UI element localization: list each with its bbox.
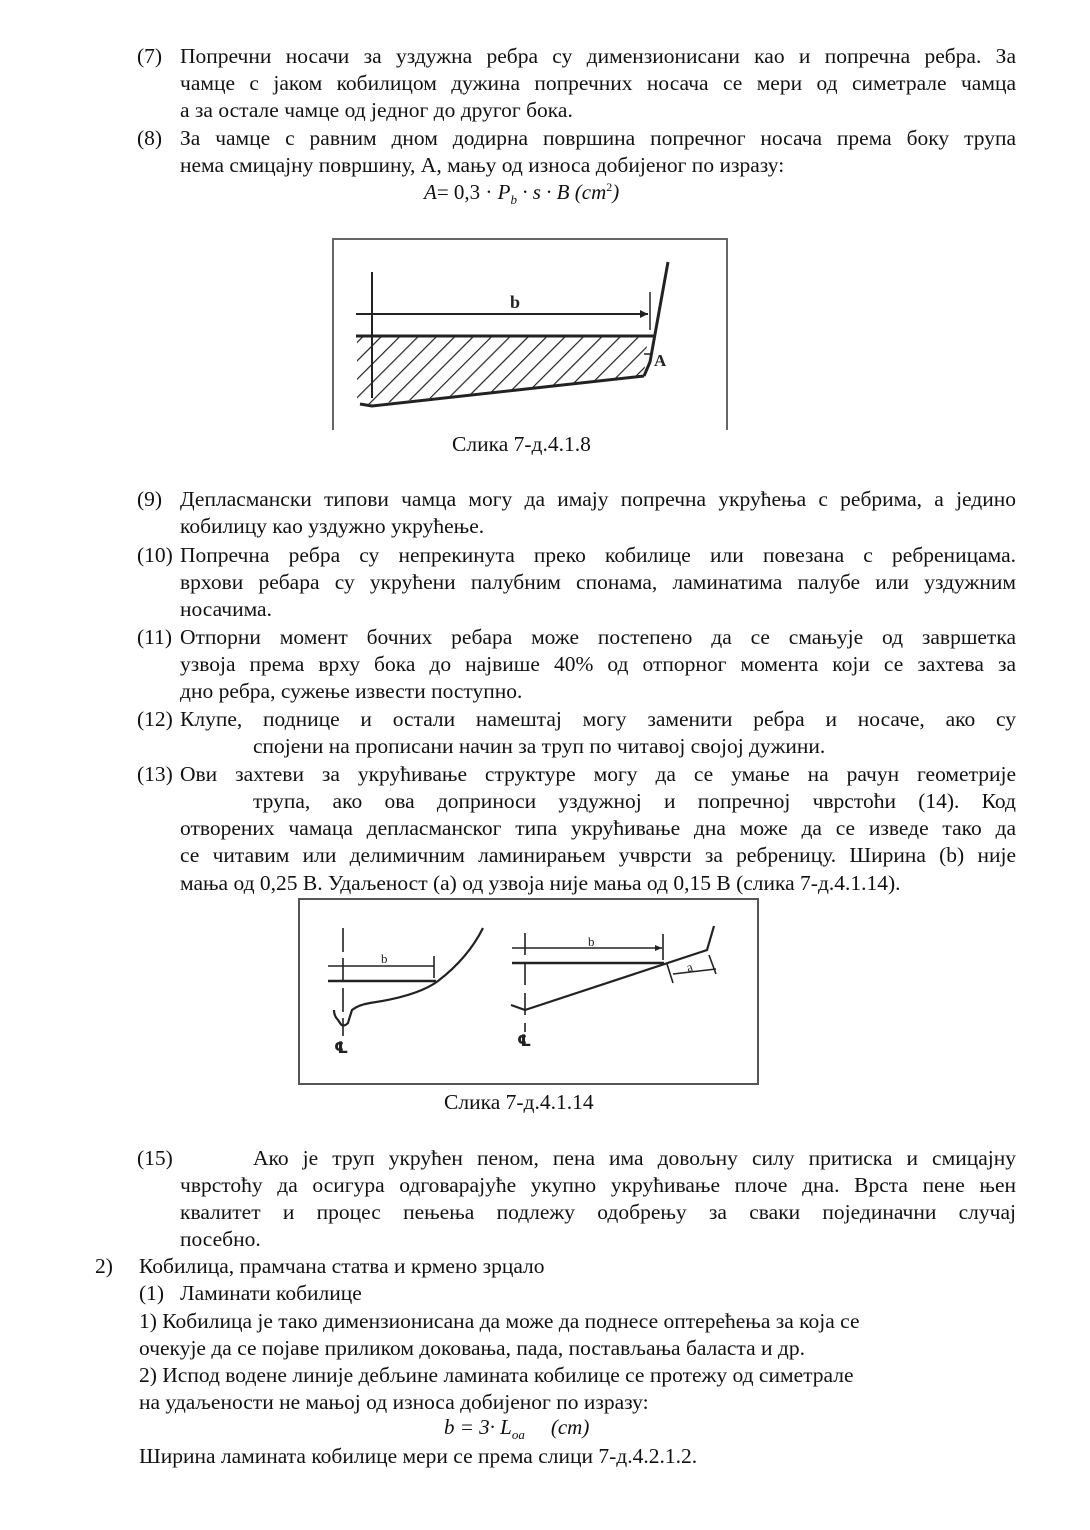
centerline-symbol-right: ℄ xyxy=(517,1031,532,1050)
item-11-line-2: узвоја према врху бока до највише 40% од отпорног момента који се захтева за xyxy=(180,652,1016,676)
item-10-line-2: врхови ребара су укрућени палубним спонама, ламинатима палубе или уздужним xyxy=(180,570,1016,594)
item-number-15: (15) xyxy=(137,1146,173,1170)
item-15-line-3: квалитет и процес пењења подлежу одобрењу за сваки појединачни случај xyxy=(180,1200,1016,1224)
item-11-line-3: дно ребра, сужење извести поступно. xyxy=(180,679,523,703)
item-12-line-1: Клупе, поднице и остали намештај могу заменити ребра и носаче, ако су xyxy=(180,707,1016,731)
figure-7-d-4-1-14 xyxy=(298,898,759,1085)
item-number-7: (7) xyxy=(137,44,163,68)
item-9-line-2: кобилицу као уздужно укрућење. xyxy=(180,514,485,538)
item-number-13: (13) xyxy=(137,762,173,786)
item-12-line-2: спојени на прописани начин за труп по читавој својој дужини. xyxy=(253,734,826,758)
item-number-9: (9) xyxy=(137,487,163,511)
formula-l: L xyxy=(500,1415,512,1439)
formula-l-sub: oa xyxy=(511,1427,525,1443)
paragraph-1-line-1: 1) Кобилица је тако димензионисана да може да поднесе оптерећења за која се xyxy=(139,1309,860,1333)
item-13-line-5: мања од 0,25 В. Удаљеност (а) од узвоја није мања од 0,15 В (слика 7-д.4.1.14). xyxy=(180,871,901,895)
formula-unit-sup: 2 xyxy=(606,180,613,194)
keel-stiffening-diagram xyxy=(298,898,759,1085)
item-7-line-3: а за остале чамце од једног до другог бока. xyxy=(180,98,573,122)
centerline-symbol-left: ℄ xyxy=(334,1038,349,1057)
item-13-line-3: отворених чамаца депласманског типа укрућивање дна може да се изведе тако да xyxy=(180,816,1016,840)
item-9-line-1: Депласмански типови чамца могу да имају попречна укрућења с ребрима, а једино xyxy=(180,487,1016,511)
formula-p-sub: b xyxy=(510,192,517,208)
formula-lhs: A xyxy=(424,180,437,204)
item-13-line-4: се читавим или делимичним ламинирањем учврсти за ребреницу. Ширина (b) није xyxy=(180,843,1016,867)
item-15-line-4: посебно. xyxy=(180,1227,261,1251)
item-7-line-2: чамце с јаком кобилицом дужина попречних носача се мери од симетрале чамца xyxy=(180,71,1016,95)
item-15-line-1: Ако је труп укрућен пеном, пена има довољну силу притиска и смицајну xyxy=(253,1146,1016,1170)
item-10-line-1: Попречна ребра су непрекинута преко кобилице или повезана с ребреницама. xyxy=(180,543,1016,567)
item-7-line-1: Попречни носачи за уздужна ребра су димензионисани као и попречна ребра. За xyxy=(180,44,1016,68)
shear-area-formula xyxy=(424,180,619,208)
item-13-line-2: трупа, ако ова доприноси уздужној и попречној чврстоћи (14). Код xyxy=(253,789,1016,813)
item-number-10: (10) xyxy=(137,543,173,567)
item-10-line-3: носачима. xyxy=(180,597,272,621)
formula-unit-open: (cm xyxy=(569,180,607,204)
item-number-11: (11) xyxy=(137,625,173,649)
formula-eq: = 0,3 · xyxy=(436,180,498,204)
formula-p: P xyxy=(497,180,511,204)
section-2-number: 2) xyxy=(95,1254,113,1278)
subsection-1-title: Ламинати кобилице xyxy=(180,1281,362,1305)
item-8-line-2: нема смицајну површину, А, мању од износа добијеног по изразу: xyxy=(180,153,785,177)
keel-width-formula xyxy=(444,1415,589,1443)
formula-rest: · s · B xyxy=(517,180,570,204)
formula-b-unit: (cm) xyxy=(550,1415,590,1439)
label-b-right: b xyxy=(588,934,595,949)
section-2-title: Кобилица, прамчана статва и крмено зрцало xyxy=(139,1254,545,1278)
paragraph-2-line-1: 2) Испод водене линије дебљине ламината кобилице се протежу од симетрале xyxy=(139,1363,854,1387)
paragraph-1-line-2: очекује да се појаве приликом доковања, пада, постављања баласта и др. xyxy=(139,1336,805,1360)
item-15-line-2: чврстоћу да осигура одговарајуће укупно укрућивање плоче дна. Врста пене њен xyxy=(180,1173,1016,1197)
closing-line: Ширина ламината кобилице мери се према слици 7-д.4.2.1.2. xyxy=(139,1444,698,1468)
label-b: b xyxy=(510,292,521,312)
formula-b-lhs: b = 3· xyxy=(444,1415,501,1439)
item-11-line-1: Отпорни момент бочних ребара може постепено да се смањује од завршетка xyxy=(180,625,1016,649)
figure-7-d-4-1-8 xyxy=(332,238,728,430)
label-b-left: b xyxy=(381,951,388,966)
subsection-1-number: (1) xyxy=(139,1281,165,1305)
item-13-line-1: Ови захтеви за укрућивање структуре могу да се умање на рачун геометрије xyxy=(180,762,1016,786)
paragraph-2-line-2: на удаљености не мањој од износа добијеног по изразу: xyxy=(139,1390,649,1414)
figure-caption-2: Слика 7-д.4.1.14 xyxy=(444,1090,594,1114)
hull-section-diagram xyxy=(332,238,728,430)
label-a: A xyxy=(654,351,667,370)
label-a-right: a xyxy=(684,958,695,975)
item-8-line-1: За чамце с равним дном додирна површина попречног носача према боку трупа xyxy=(180,126,1016,150)
figure-caption-1: Слика 7-д.4.1.8 xyxy=(452,432,591,456)
item-number-12: (12) xyxy=(137,707,173,731)
item-number-8: (8) xyxy=(137,126,163,150)
formula-unit-close: ) xyxy=(612,180,620,204)
